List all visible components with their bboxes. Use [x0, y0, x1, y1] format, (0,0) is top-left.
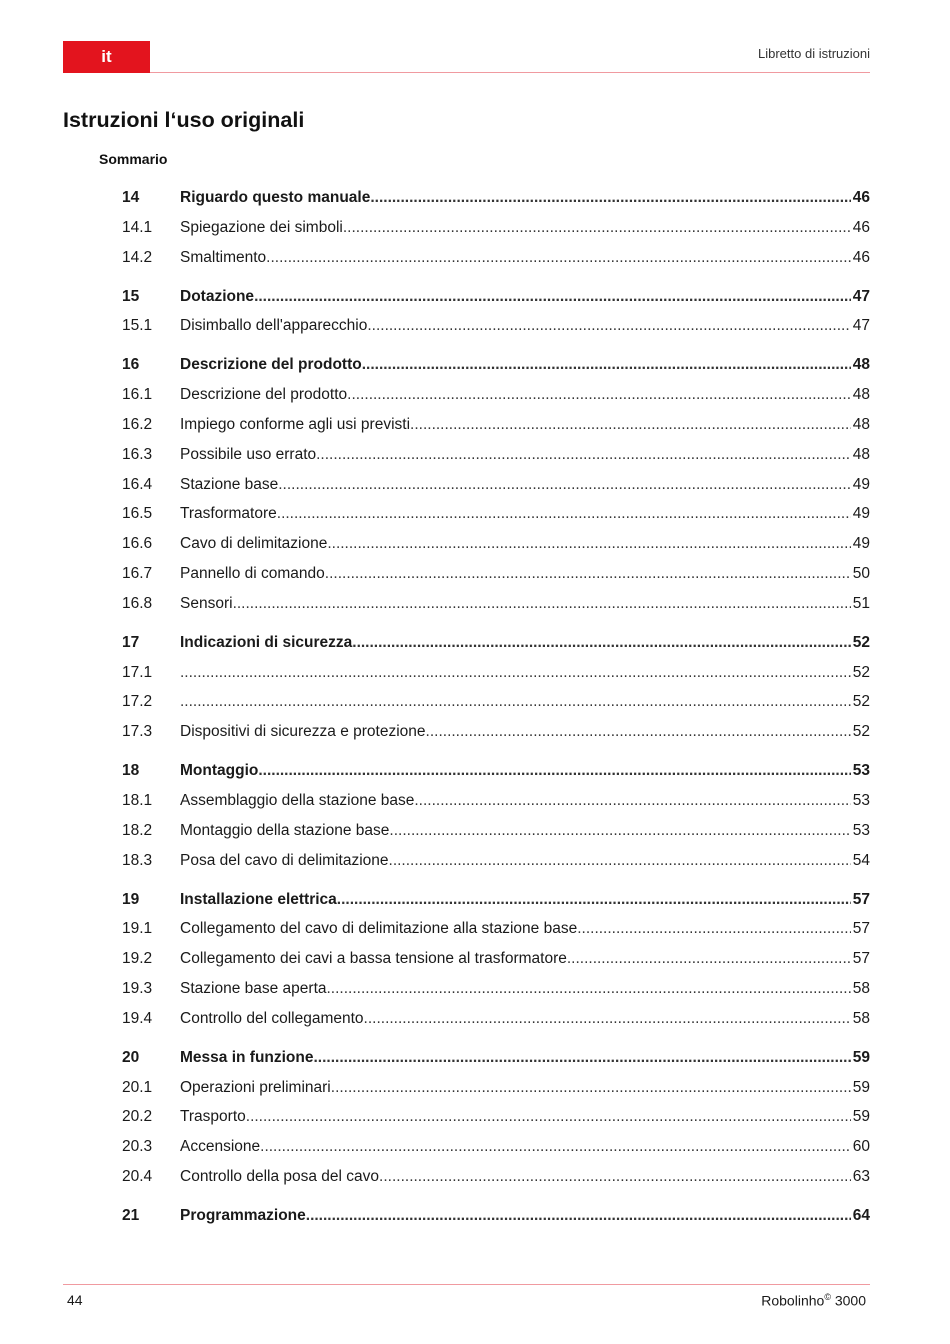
toc-entry-page: 48: [852, 356, 870, 373]
toc-dot-leader: [254, 288, 851, 306]
toc-entry-title: Messa in funzione: [180, 1049, 314, 1066]
toc-entry-number: 16.2: [122, 416, 153, 433]
toc-dot-leader: [180, 693, 851, 711]
toc-section-entry[interactable]: [122, 476, 870, 500]
toc-entry-number: 20.1: [122, 1079, 153, 1096]
toc-entry-page: 49: [852, 476, 870, 493]
toc-entry-page: 48: [852, 386, 870, 403]
toc-chapter-entry[interactable]: [122, 288, 870, 312]
toc-dot-leader: [379, 1168, 851, 1186]
toc-entry-page: 59: [852, 1079, 870, 1096]
toc-section-entry[interactable]: [122, 1168, 870, 1192]
toc-section-entry[interactable]: [122, 505, 870, 529]
toc-entry-page: 46: [852, 249, 870, 266]
toc-dot-leader: [426, 723, 851, 741]
toc-entry-number: 16.4: [122, 476, 153, 493]
toc-entry-title: Collegamento del cavo di delimitazione alla stazione base: [180, 920, 578, 937]
toc-entry-title: Smaltimento: [180, 249, 267, 266]
toc-section-entry[interactable]: [122, 693, 870, 717]
toc-chapter-entry[interactable]: [122, 356, 870, 380]
toc-entry-title: Dispositivi di sicurezza e protezione: [180, 723, 426, 740]
toc-entry-title: Spiegazione dei simboli: [180, 219, 343, 236]
toc-entry-page: 47: [852, 288, 870, 305]
toc-dot-leader: [414, 792, 850, 810]
toc-entry-page: 57: [852, 920, 870, 937]
toc-entry-page: 63: [852, 1168, 870, 1185]
toc-dot-leader: [362, 356, 851, 374]
toc-chapter-entry[interactable]: [122, 189, 870, 213]
toc-entry-page: 57: [852, 891, 870, 908]
toc-entry-title: Cavo di delimitazione: [180, 535, 328, 552]
toc-entry-number: 15: [122, 288, 140, 305]
toc-dot-leader: [577, 920, 851, 938]
toc-entry-page: 58: [852, 1010, 870, 1027]
product-name: Robolinho: [761, 1292, 825, 1309]
toc-entry-page: 46: [852, 219, 870, 236]
toc-entry-page: 53: [852, 822, 870, 839]
toc-dot-leader: [316, 446, 851, 464]
toc-entry-number: 16.5: [122, 505, 153, 522]
product-model: 3000: [834, 1292, 866, 1309]
toc-entry-title: Impiego conforme agli usi previsti: [180, 416, 411, 433]
toc-entry-page: 47: [852, 317, 870, 334]
toc-section-entry[interactable]: [122, 219, 870, 243]
toc-entry-number: 17: [122, 634, 140, 651]
toc-dot-leader: [266, 249, 851, 267]
toc-entry-title: Dotazione: [180, 288, 255, 305]
toc-section-entry[interactable]: [122, 792, 870, 816]
toc-entry-page: 58: [852, 980, 870, 997]
toc-section-entry[interactable]: [122, 565, 870, 589]
toc-section-entry[interactable]: [122, 1108, 870, 1132]
toc-chapter-entry[interactable]: [122, 1207, 870, 1231]
toc-chapter-entry[interactable]: [122, 762, 870, 786]
toc-entry-title: Riguardo questo manuale: [180, 189, 371, 206]
toc-entry-number: 18.2: [122, 822, 153, 839]
toc-entry-page: 52: [852, 693, 870, 710]
toc-entry-title: Stazione base: [180, 476, 279, 493]
toc-section-entry[interactable]: [122, 1079, 870, 1103]
toc-dot-leader: [314, 1049, 851, 1067]
toc-chapter-entry[interactable]: [122, 891, 870, 915]
page-title: Istruzioni l‘uso originali: [63, 108, 305, 132]
toc-entry-page: 51: [852, 595, 870, 612]
toc-entry-page: 49: [852, 535, 870, 552]
toc-entry-title: Installazione elettrica: [180, 891, 337, 908]
toc-entry-title: Trasporto: [180, 1108, 246, 1125]
toc-entry-title: Montaggio: [180, 762, 259, 779]
toc-entry-title: Disimballo dell'apparecchio: [180, 317, 368, 334]
toc-entry-title: Controllo del collegamento: [180, 1010, 364, 1027]
toc-dot-leader: [367, 317, 850, 335]
toc-dot-leader: [364, 1010, 851, 1028]
toc-dot-leader: [331, 1079, 851, 1097]
toc-entry-number: 14: [122, 189, 140, 206]
toc-section-entry[interactable]: [122, 386, 870, 410]
toc-entry-title: Stazione base aperta: [180, 980, 327, 997]
product-name-footer: [761, 1292, 866, 1309]
toc-entry-number: 18.1: [122, 792, 153, 809]
toc-dot-leader: [567, 950, 851, 968]
toc-entry-title: Descrizione del prodotto: [180, 356, 362, 373]
toc-dot-leader: [347, 386, 851, 404]
toc-entry-page: 50: [852, 565, 870, 582]
toc-entry-page: 52: [852, 634, 870, 651]
toc-dot-leader: [337, 891, 851, 909]
toc-chapter-entry[interactable]: [122, 634, 870, 658]
toc-entry-number: 14.1: [122, 219, 153, 236]
header-rule: [150, 72, 870, 73]
toc-section-entry[interactable]: [122, 1010, 870, 1034]
toc-dot-leader: [260, 1138, 851, 1156]
toc-entry-page: 57: [852, 950, 870, 967]
toc-dot-leader: [306, 1207, 851, 1225]
toc-section-entry[interactable]: [122, 595, 870, 619]
toc-entry-page: 54: [852, 852, 870, 869]
toc-section-entry[interactable]: [122, 317, 870, 341]
toc-section-entry[interactable]: [122, 920, 870, 944]
toc-entry-number: 20: [122, 1049, 140, 1066]
toc-entry-page: 53: [852, 762, 870, 779]
toc-dot-leader: [277, 505, 851, 523]
toc-entry-title: Operazioni preliminari: [180, 1079, 331, 1096]
toc-dot-leader: [327, 980, 851, 998]
toc-entry-number: 19: [122, 891, 140, 908]
toc-dot-leader: [410, 416, 851, 434]
toc-section-entry[interactable]: [122, 664, 870, 688]
toc-entry-title: Posa del cavo di delimitazione: [180, 852, 389, 869]
toc-entry-page: 52: [852, 723, 870, 740]
toc-entry-title: Descrizione del prodotto: [180, 386, 348, 403]
toc-entry-title: Collegamento dei cavi a bassa tensione al trasformatore: [180, 950, 567, 967]
toc-entry-title: Trasformatore: [180, 505, 277, 522]
toc-dot-leader: [325, 565, 851, 583]
toc-dot-leader: [370, 189, 850, 207]
toc-entry-page: 60: [852, 1138, 870, 1155]
toc-entry-number: 19.2: [122, 950, 153, 967]
toc-entry-number: 16.7: [122, 565, 153, 582]
toc-chapter-entry[interactable]: [122, 1049, 870, 1073]
toc-dot-leader: [246, 1108, 851, 1126]
document-type-label: Libretto di istruzioni: [758, 46, 870, 61]
toc-section-entry[interactable]: [122, 852, 870, 876]
toc-section-entry[interactable]: [122, 249, 870, 273]
toc-entry-title: Controllo della posa del cavo: [180, 1168, 380, 1185]
toc-entry-title: Possibile uso errato: [180, 446, 317, 463]
toc-entry-number: 19.3: [122, 980, 153, 997]
toc-entry-number: 16: [122, 356, 140, 373]
toc-section-entry[interactable]: [122, 950, 870, 974]
toc-entry-number: 20.4: [122, 1168, 153, 1185]
toc-dot-leader: [233, 595, 851, 613]
toc-dot-leader: [343, 219, 851, 237]
toc-section-entry[interactable]: [122, 1138, 870, 1162]
toc-entry-number: 15.1: [122, 317, 153, 334]
toc-section-entry[interactable]: [122, 416, 870, 440]
copyright-mark: ©: [824, 1292, 831, 1302]
toc-entry-title: Pannello di comando: [180, 565, 325, 582]
toc-dot-leader: [327, 535, 850, 553]
toc-entry-page: 48: [852, 446, 870, 463]
toc-entry-title: Accensione: [180, 1138, 261, 1155]
toc-entry-number: 20.3: [122, 1138, 153, 1155]
toc-entry-page: 59: [852, 1049, 870, 1066]
toc-section-entry[interactable]: [122, 723, 870, 747]
toc-section-entry[interactable]: [122, 980, 870, 1004]
toc-entry-title: Sensori: [180, 595, 233, 612]
toc-entry-page: 49: [852, 505, 870, 522]
toc-entry-page: 52: [852, 664, 870, 681]
toc-entry-number: 14.2: [122, 249, 153, 266]
toc-section-entry[interactable]: [122, 822, 870, 846]
toc-entry-page: 53: [852, 792, 870, 809]
toc-dot-leader: [389, 852, 851, 870]
toc-entry-page: 48: [852, 416, 870, 433]
toc-entry-number: 18: [122, 762, 140, 779]
toc-entry-page: 64: [852, 1207, 870, 1224]
toc-entry-number: 21: [122, 1207, 140, 1224]
toc-entry-page: 46: [852, 189, 870, 206]
toc-dot-leader: [258, 762, 850, 780]
toc-entry-number: 19.4: [122, 1010, 153, 1027]
toc-entry-number: 16.6: [122, 535, 153, 552]
page-number: 44: [67, 1292, 83, 1308]
toc-entry-number: 17.3: [122, 723, 153, 740]
toc-entry-number: 19.1: [122, 920, 153, 937]
toc-entry-number: 17.1: [122, 664, 153, 681]
toc-entry-number: 16.3: [122, 446, 153, 463]
toc-entry-number: 16.1: [122, 386, 153, 403]
toc-entry-number: 17.2: [122, 693, 153, 710]
toc-entry-number: 18.3: [122, 852, 153, 869]
toc-section-entry[interactable]: [122, 535, 870, 559]
toc-entry-title: Programmazione: [180, 1207, 306, 1224]
toc-entry-title: Indicazioni di sicurezza: [180, 634, 353, 651]
toc-section-entry[interactable]: [122, 446, 870, 470]
toc-dot-leader: [180, 664, 851, 682]
language-tab: it: [63, 41, 150, 73]
toc-dot-leader: [352, 634, 850, 652]
toc-entry-number: 16.8: [122, 595, 153, 612]
toc-dot-leader: [278, 476, 851, 494]
toc-entry-page: 59: [852, 1108, 870, 1125]
toc-entry-title: Assemblaggio della stazione base: [180, 792, 415, 809]
toc-dot-leader: [389, 822, 850, 840]
footer-rule: [63, 1284, 870, 1285]
toc-entry-title: Montaggio della stazione base: [180, 822, 390, 839]
toc-entry-number: 20.2: [122, 1108, 153, 1125]
toc-heading: Sommario: [99, 151, 168, 167]
